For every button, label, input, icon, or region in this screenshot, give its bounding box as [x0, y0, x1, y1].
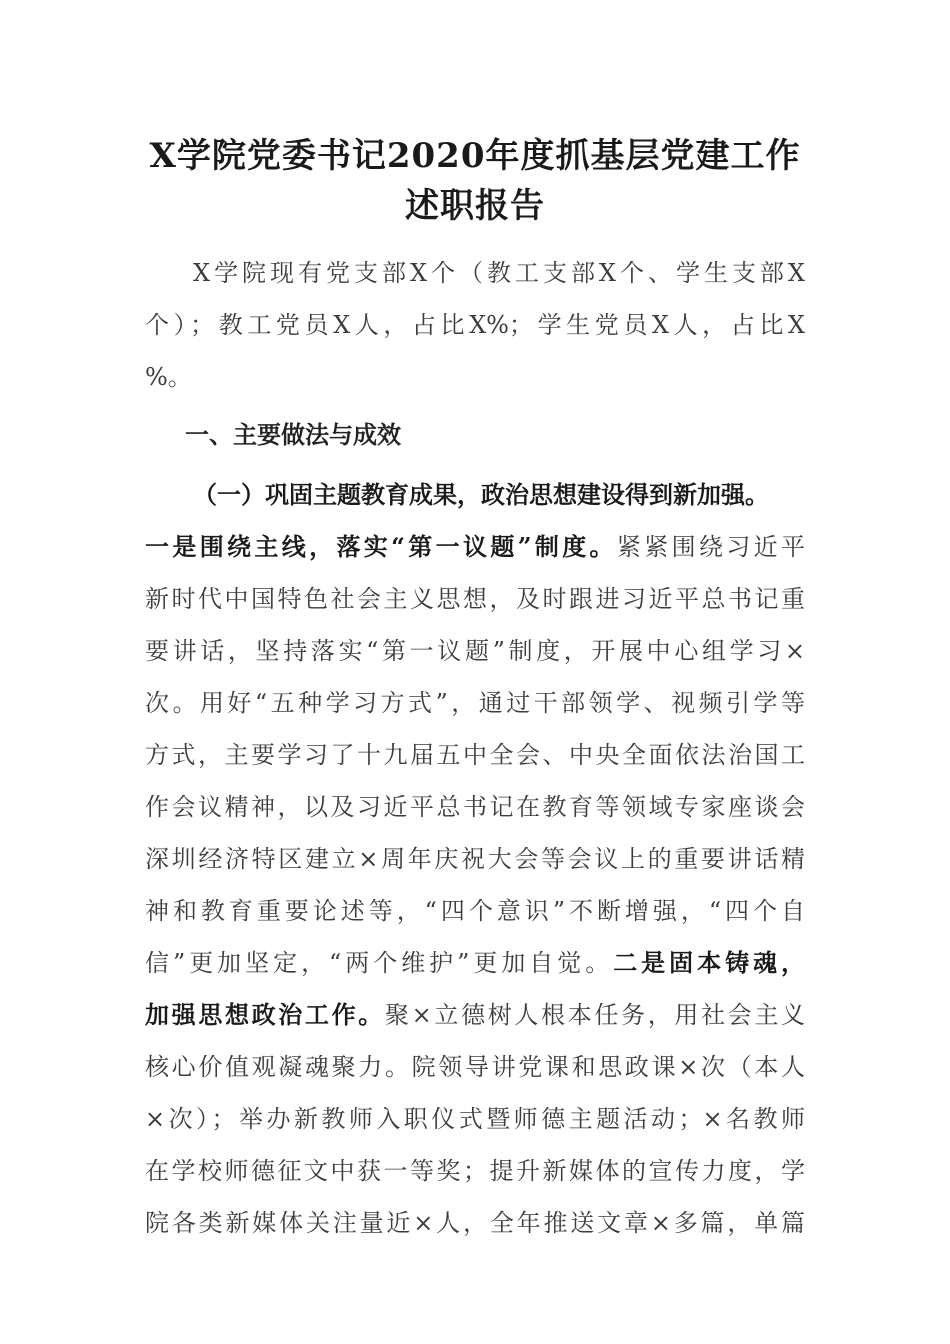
paragraph-line-7: 深圳经济特区建立×周年庆祝大会等会议上的重要讲话精 [145, 845, 805, 873]
paragraph-bold-lead-2: 二是固本铸魂， [613, 948, 805, 977]
document-title-line-2: 述职报告 [405, 186, 545, 226]
paragraph-line-6: 作会议精神，以及习近平总书记在教育等领域专家座谈会 [145, 793, 805, 821]
paragraph-text: 紧紧围绕习近平 [616, 533, 806, 561]
intro-line-1: X学院现有党支部X个（教工支部X个、学生支部X [193, 259, 805, 287]
paragraph-line-3: 要讲话，坚持落实“第一议题”制度，开展中心组学习× [145, 637, 805, 665]
section-heading: 一、主要做法与成效 [185, 421, 401, 449]
paragraph-line-12: ×次）；举办新教师入职仪式暨师德主题活动；×名教师 [145, 1105, 805, 1133]
paragraph-line-9 [145, 948, 805, 978]
paragraph-line-10 [145, 1000, 805, 1030]
paragraph-line-1 [145, 532, 805, 562]
paragraph-line-14: 院各类新媒体关注量近×人，全年推送文章×多篇，单篇 [145, 1209, 805, 1237]
paragraph-line-4: 次。用好“五种学习方式”，通过干部领学、视频引学等 [145, 689, 805, 717]
paragraph-line-11: 核心价值观凝魂聚力。院领导讲党课和思政课×次（本人 [145, 1053, 805, 1081]
intro-line-2: 个）；教工党员X人，占比X%；学生党员X人，占比X [145, 311, 805, 339]
paragraph-line-5: 方式，主要学习了十九届五中全会、中央全面依法治国工 [145, 741, 805, 769]
intro-line-3: %。 [145, 363, 192, 391]
paragraph-bold-lead-3: 加强思想政治工作。 [145, 1000, 385, 1029]
paragraph-text: 信”更加坚定，“两个维护”更加自觉。 [145, 949, 614, 977]
paragraph-line-2: 新时代中国特色社会主义思想，及时跟进习近平总书记重 [145, 585, 805, 613]
document-title-line-1: X学院党委书记2020年度抓基层党建工作 [149, 136, 801, 176]
subsection-heading: （一）巩固主题教育成果，政治思想建设得到新加强。 [193, 480, 769, 509]
paragraph-line-8: 神和教育重要论述等，“四个意识”不断增强，“四个自 [145, 897, 805, 925]
paragraph-bold-lead-1: 一是围绕主线，落实“第一议题”制度。 [145, 532, 617, 561]
paragraph-text: 聚×立德树人根本任务，用社会主义 [384, 1001, 806, 1029]
paragraph-line-13: 在学校师德征文中获一等奖；提升新媒体的宣传力度，学 [145, 1157, 805, 1185]
